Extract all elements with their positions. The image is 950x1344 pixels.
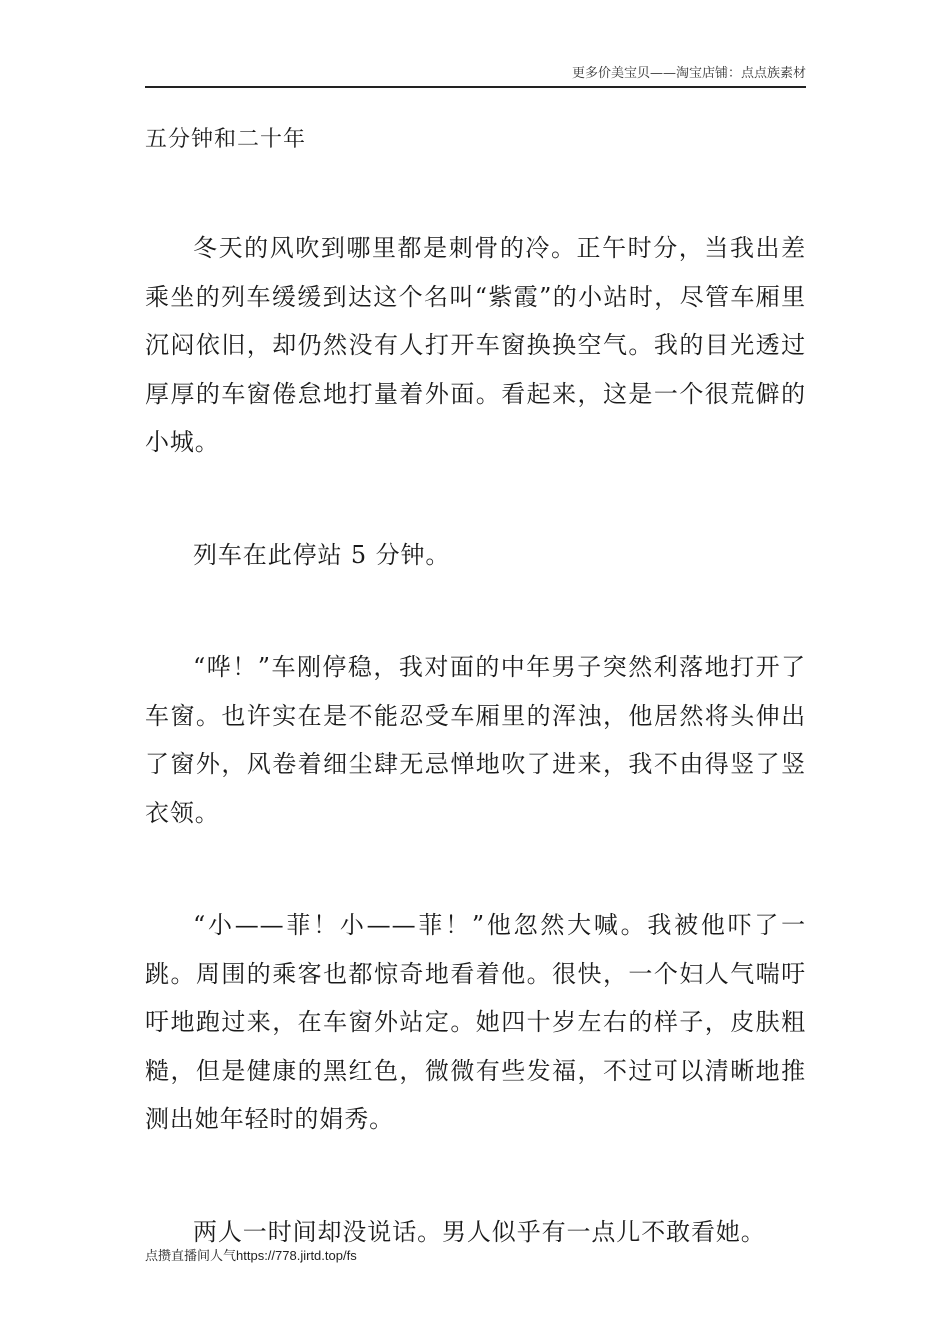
paragraph-5: 两人一时间却没说话。男人似乎有一点儿不敢看她。: [193, 1217, 766, 1246]
page-header: [145, 64, 806, 88]
paragraph-4: “小——菲！小——菲！”他忽然大喊。我被他吓了一跳。周围的乘客也都惊奇地看着他。很快，一个妇人气喘吁吁地跑过来，在车窗外站定。她四十岁左右的样子，皮肤粗糙，但是健康的黑红色，微微有些发福，不过可以清晰地推测出她年轻时的娟秀。: [145, 911, 806, 1133]
footer-link[interactable]: https://778.jirtd.top/fs: [236, 1248, 357, 1263]
document-body: [145, 224, 806, 1256]
document-title: 五分钟和二十年: [145, 127, 307, 152]
paragraph-3: “哗！”车刚停稳，我对面的中年男子突然利落地打开了车窗。也许实在是不能忍受车厢里的浑浊，他居然将头伸出了窗外，风卷着细尘肆无忌惮地吹了进来，我不由得竖了竖衣领。: [145, 653, 806, 827]
footer-label: 点攒直播间人气: [145, 1249, 237, 1264]
header-shop-text: 更多价美宝贝——淘宝店铺：点点族素材: [571, 66, 806, 81]
paragraph-1: 冬天的风吹到哪里都是刺骨的冷。正午时分，当我出差乘坐的列车缓缓到达这个名叫“紫霞”的小站时，尽管车厢里沉闷依旧，却仍然没有人打开车窗换换空气。我的目光透过厚厚的车窗倦怠地打量着外面。看起来，这是一个很荒僻的小城。: [145, 234, 806, 456]
paragraph-2: 列车在此停站 5 分钟。: [193, 540, 451, 569]
page-footer: [145, 1246, 357, 1267]
